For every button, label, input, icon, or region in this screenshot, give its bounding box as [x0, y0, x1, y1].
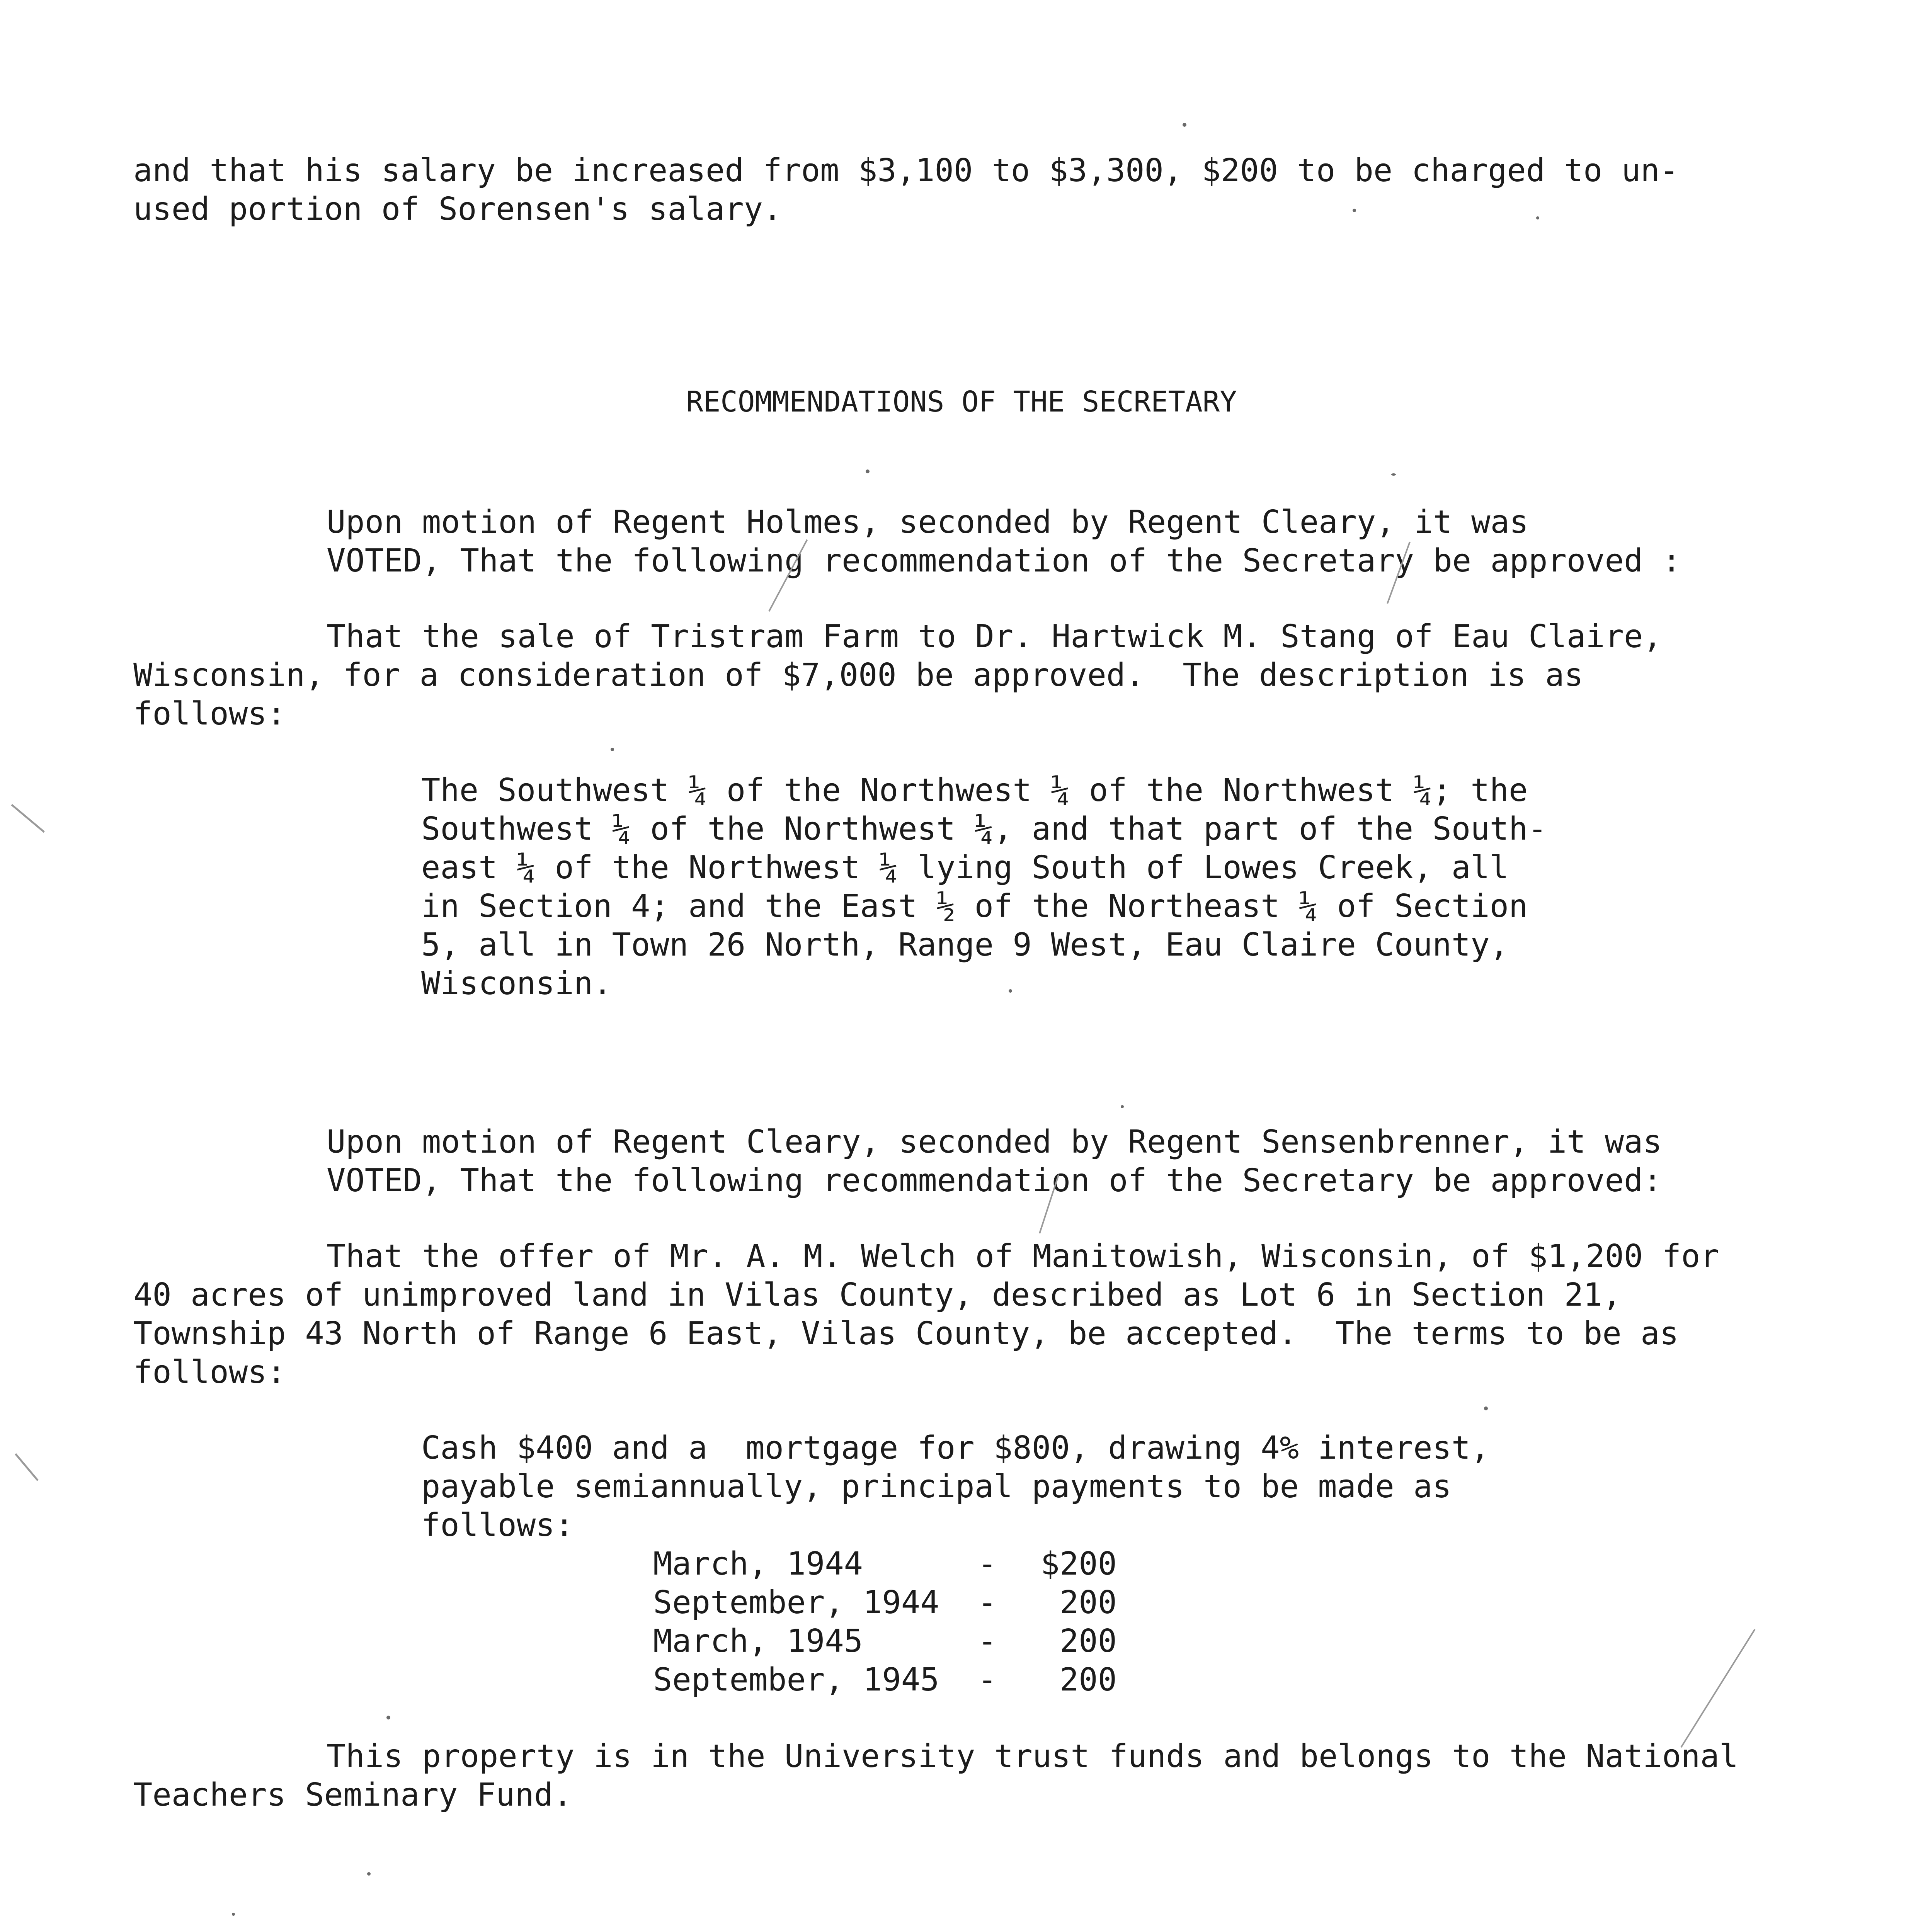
schedule-dash: -	[978, 1546, 997, 1582]
scan-speck	[1536, 216, 1539, 219]
schedule-amount: 200	[1059, 1584, 1117, 1621]
pencil-stroke	[11, 804, 44, 833]
schedule-dash: -	[978, 1662, 997, 1698]
motion2-line-1: Upon motion of Regent Cleary, seconded by Regent Sensenbrenner, it was	[327, 1124, 1662, 1160]
terms-line-2: payable semiannually, principal payments to be made as	[421, 1468, 1452, 1505]
scan-speck	[866, 469, 870, 473]
carryover-line-1: and that his salary be increased from $3,100 to $3,300, $200 to be charged to un-	[133, 152, 1679, 189]
motion2-line-2: VOTED, That the following recommendation of the Secretary be approved:	[327, 1162, 1662, 1199]
scan-speck	[1391, 473, 1396, 476]
schedule-date: March, 1944	[653, 1546, 863, 1582]
trust-line-1: This property is in the University trust funds and belongs to the National	[327, 1738, 1739, 1775]
item1-line-3: follows:	[133, 696, 286, 732]
description-line-5: 5, all in Town 26 North, Range 9 West, Eau Claire County,	[421, 927, 1509, 963]
terms-line-3: follows:	[421, 1507, 574, 1544]
schedule-dash: -	[978, 1584, 997, 1621]
schedule-amount: 200	[1059, 1662, 1117, 1698]
schedule-dash: -	[978, 1623, 997, 1660]
scan-speck	[232, 1913, 235, 1916]
scan-speck	[1484, 1406, 1488, 1410]
description-line-6: Wisconsin.	[421, 965, 612, 1002]
scan-speck	[1183, 123, 1186, 127]
schedule-amount: 200	[1059, 1623, 1117, 1660]
motion1-line-1: Upon motion of Regent Holmes, seconded by Regent Cleary, it was	[327, 504, 1529, 541]
scan-speck	[1353, 209, 1356, 212]
scan-speck	[386, 1716, 390, 1719]
scan-speck	[611, 748, 614, 751]
schedule-date: March, 1945	[653, 1623, 863, 1660]
scan-speck	[1121, 1105, 1124, 1108]
description-line-3: east ¼ of the Northwest ¼ lying South of Lowes Creek, all	[421, 849, 1509, 886]
description-line-2: Southwest ¼ of the Northwest ¼, and that part of the South-	[421, 811, 1547, 847]
description-line-1: The Southwest ¼ of the Northwest ¼ of the Northwest ¼; the	[421, 772, 1528, 809]
item2-line-3: Township 43 North of Range 6 East, Vilas County, be accepted. The terms to be as	[133, 1315, 1679, 1352]
item2-line-1: That the offer of Mr. A. M. Welch of Manitowish, Wisconsin, of $1,200 for	[327, 1238, 1719, 1275]
schedule-date: September, 1944	[653, 1584, 939, 1621]
pencil-stroke	[1680, 1629, 1755, 1748]
carryover-line-2: used portion of Sorensen's salary.	[133, 191, 782, 228]
trust-line-2: Teachers Seminary Fund.	[133, 1777, 572, 1813]
item2-line-4: follows:	[133, 1354, 286, 1391]
section-heading: RECOMMENDATIONS OF THE SECRETARY	[686, 385, 1237, 418]
scan-speck	[367, 1872, 371, 1876]
description-line-4: in Section 4; and the East ½ of the Northeast ¼ of Section	[421, 888, 1528, 925]
schedule-amount: $200	[1040, 1546, 1117, 1582]
schedule-date: September, 1945	[653, 1662, 939, 1698]
scan-speck	[1009, 989, 1012, 993]
terms-line-1: Cash $400 and a mortgage for $800, drawing 4% interest,	[421, 1430, 1490, 1466]
motion1-line-2: VOTED, That the following recommendation of the Secretary be approved :	[327, 543, 1681, 579]
item1-line-2: Wisconsin, for a consideration of $7,000 be approved. The description is as	[133, 657, 1583, 694]
item2-line-2: 40 acres of unimproved land in Vilas County, described as Lot 6 in Section 21,	[133, 1277, 1622, 1313]
pencil-stroke	[15, 1453, 39, 1481]
item1-line-1: That the sale of Tristram Farm to Dr. Hartwick M. Stang of Eau Claire,	[327, 618, 1662, 655]
